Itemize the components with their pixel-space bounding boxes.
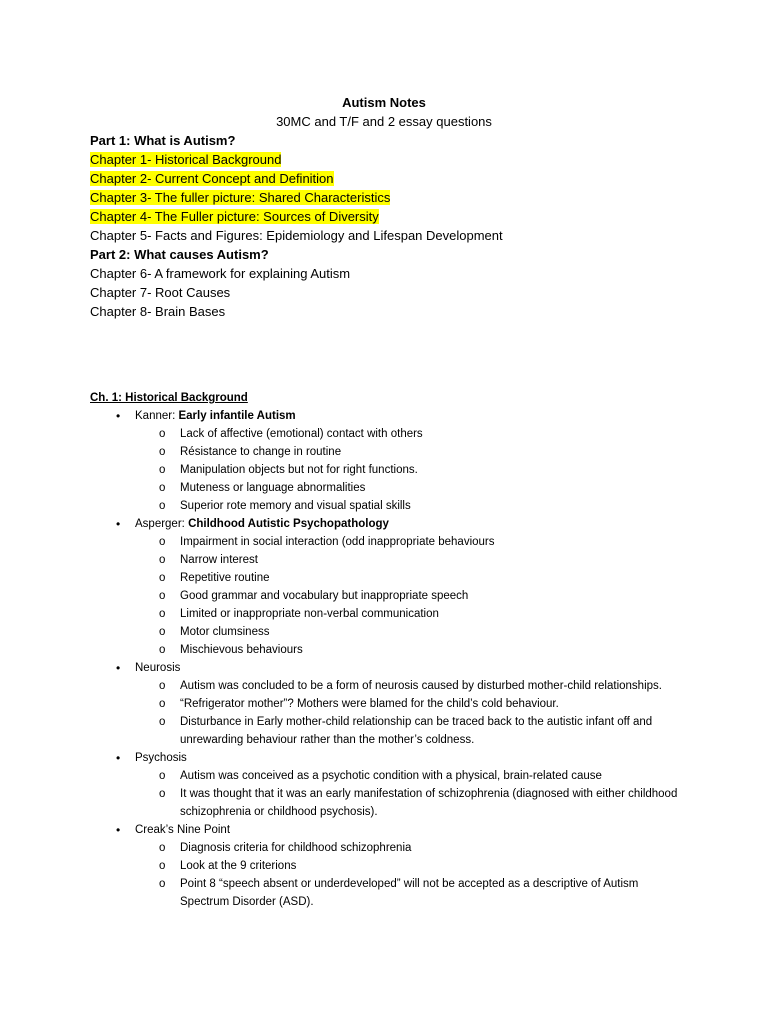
bullet-name: Asperger [135,518,182,530]
sub-item: o Résistance to change in routine [90,443,690,461]
toc-chapter-3-text: Chapter 3- The fuller picture: Shared Characteristics [90,190,391,205]
toc-chapter-3 [90,188,730,207]
bullet-psychosis [90,749,690,767]
bullet-label: Childhood Autistic Psychopathology [188,518,389,530]
sub-item: o Good grammar and vocabulary but inappropriate speech [90,587,690,605]
sub-item: o Diagnosis criteria for childhood schizophrenia [90,839,690,857]
notes-section [90,389,690,911]
document-title: Autism Notes [342,95,426,110]
sub-item: o Narrow interest [90,551,690,569]
sub-item: o Limited or inappropriate non-verbal communication [90,605,690,623]
sub-item: o Mischievous behaviours [90,641,690,659]
toc-part-2: Part 2: What causes Autism? [90,247,269,262]
bullet-label: Early infantile Autism [178,410,296,422]
sub-item: o Point 8 “speech absent or underdeveloped” will not be accepted as a descriptive of Autism Spectrum Disorder (ASD). [90,875,690,911]
bullet-kanner: • Kanner: Early infantile Autism [90,407,690,425]
sub-item: o Muteness or language abnormalities [90,479,690,497]
title-block [0,93,768,131]
sub-item: o Repetitive routine [90,569,690,587]
bullet-asperger: • Asperger: Childhood Autistic Psychopathology [90,515,690,533]
sub-item: o It was thought that it was an early manifestation of schizophrenia (diagnosed with either childhood schizophrenia or childhood psychosis). [90,785,690,821]
toc-chapter-4 [90,207,730,226]
bullet-label: Neurosis [135,662,181,674]
toc-chapter-6: Chapter 6- A framework for explaining Autism [90,266,351,281]
bullet-label: Psychosis [135,752,187,764]
sub-item: o Look at the 9 criterions [90,857,690,875]
table-of-contents [90,131,730,321]
toc-chapter-2 [90,169,730,188]
sub-item: o “Refrigerator mother”? Mothers were blamed for the child’s cold behaviour. [90,695,690,713]
sub-item: o Manipulation objects but not for right functions. [90,461,690,479]
bullet-label: Creak’s Nine Point [135,824,231,836]
bullet-name: Kanner [135,410,173,422]
toc-chapter-5: Chapter 5- Facts and Figures: Epidemiology and Lifespan Development [90,228,503,243]
toc-chapter-2-text: Chapter 2- Current Concept and Definition [90,171,334,186]
bullet-creaks-nine-point [90,821,690,839]
toc-chapter-4-text: Chapter 4- The Fuller picture: Sources of Diversity [90,209,379,224]
sub-item: o Superior rote memory and visual spatial skills [90,497,690,515]
sub-item: o Autism was conceived as a psychotic condition with a physical, brain-related cause [90,767,690,785]
sub-item: o Disturbance in Early mother-child relationship can be traced back to the autistic infant off and unrewarding behaviour rather than the mother’s coldness. [90,713,690,749]
sub-item: o Impairment in social interaction (odd inappropriate behaviours [90,533,690,551]
sub-item: o Motor clumsiness [90,623,690,641]
sub-item: o Autism was concluded to be a form of neurosis caused by disturbed mother-child relationships. [90,677,690,695]
toc-part-1: Part 1: What is Autism? [90,133,236,148]
toc-chapter-8: Chapter 8- Brain Bases [90,304,226,319]
toc-chapter-7: Chapter 7- Root Causes [90,285,231,300]
toc-chapter-1 [90,150,730,169]
sub-item: o Lack of affective (emotional) contact with others [90,425,690,443]
bullet-neurosis [90,659,690,677]
document-subtitle: 30MC and T/F and 2 essay questions [276,114,492,129]
section-heading: Ch. 1: Historical Background [90,392,248,404]
toc-chapter-1-text: Chapter 1- Historical Background [90,152,282,167]
